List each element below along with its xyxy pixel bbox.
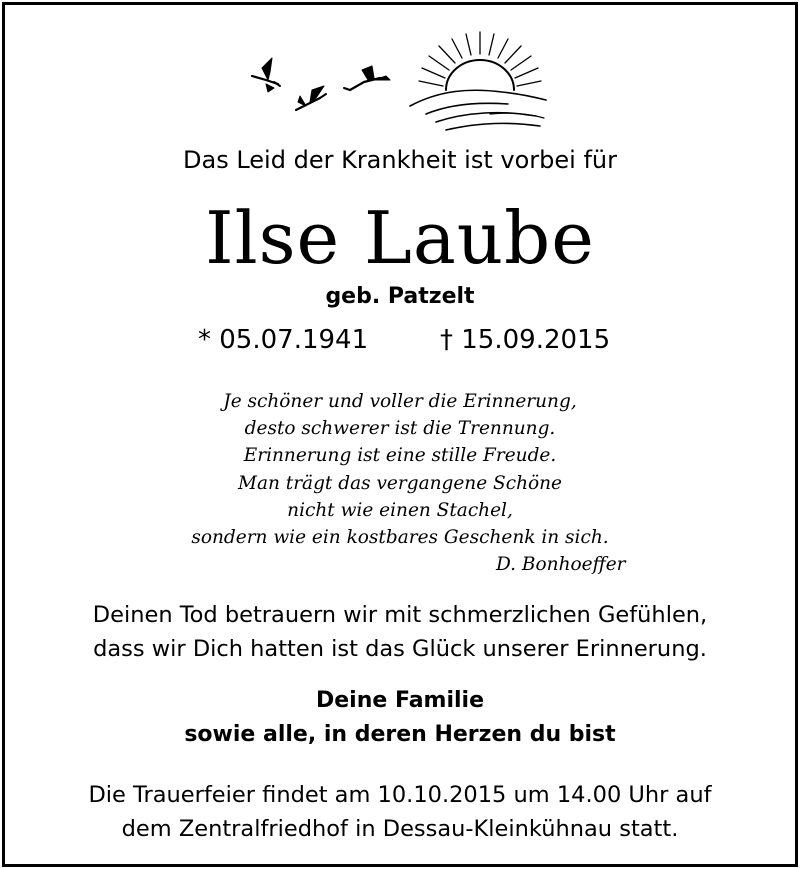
signer-line: sowie alle, in deren Herzen du bist <box>184 722 616 747</box>
service-line: Die Trauerfeier findet am 10.10.2015 um 14.00 Uhr auf <box>88 782 712 808</box>
mourning-line: dass wir Dich hatten ist das Glück unserer Erinnerung. <box>93 636 707 662</box>
poem-line: Je schöner und voller die Erinnerung, <box>223 391 577 412</box>
poem-line: Man trägt das vergangene Schöne <box>238 472 562 494</box>
hills-icon <box>410 90 546 130</box>
poem-line: sondern wie ein kostbares Geschenk in sich. <box>191 527 609 549</box>
birds-and-sunrise-illustration <box>240 28 550 138</box>
bird-icon <box>252 58 280 92</box>
mourning-line: Deinen Tod betrauern wir mit schmerzlichen Gefühlen, <box>92 602 708 628</box>
deceased-name: Ilse Laube <box>205 196 595 280</box>
poem-line: nicht wie einen Stachel, <box>287 499 513 521</box>
intro-text: Das Leid der Krankheit ist vorbei für <box>183 146 617 174</box>
mourning-message <box>0 598 800 666</box>
poem-line: Erinnerung ist eine stille Freude. <box>243 445 557 467</box>
death-date: † 15.09.2015 <box>440 325 611 355</box>
signer-line: Deine Familie <box>315 688 485 713</box>
poem-author: D. Bonhoeffer <box>496 554 626 575</box>
birth-date: * 05.07.1941 <box>198 325 369 355</box>
rising-sun-icon <box>419 32 541 90</box>
maiden-name: geb. Patzelt <box>325 284 475 309</box>
poem-line: desto schwerer ist die Trennung. <box>244 418 556 440</box>
signers <box>0 684 800 752</box>
bird-icon <box>296 86 326 110</box>
service-line: dem Zentralfriedhof in Dessau-Kleinkühnau statt. <box>121 816 679 842</box>
funeral-service-info <box>0 778 800 846</box>
bird-icon <box>344 66 390 90</box>
memorial-poem <box>0 388 800 551</box>
flying-birds-icon <box>252 58 390 110</box>
